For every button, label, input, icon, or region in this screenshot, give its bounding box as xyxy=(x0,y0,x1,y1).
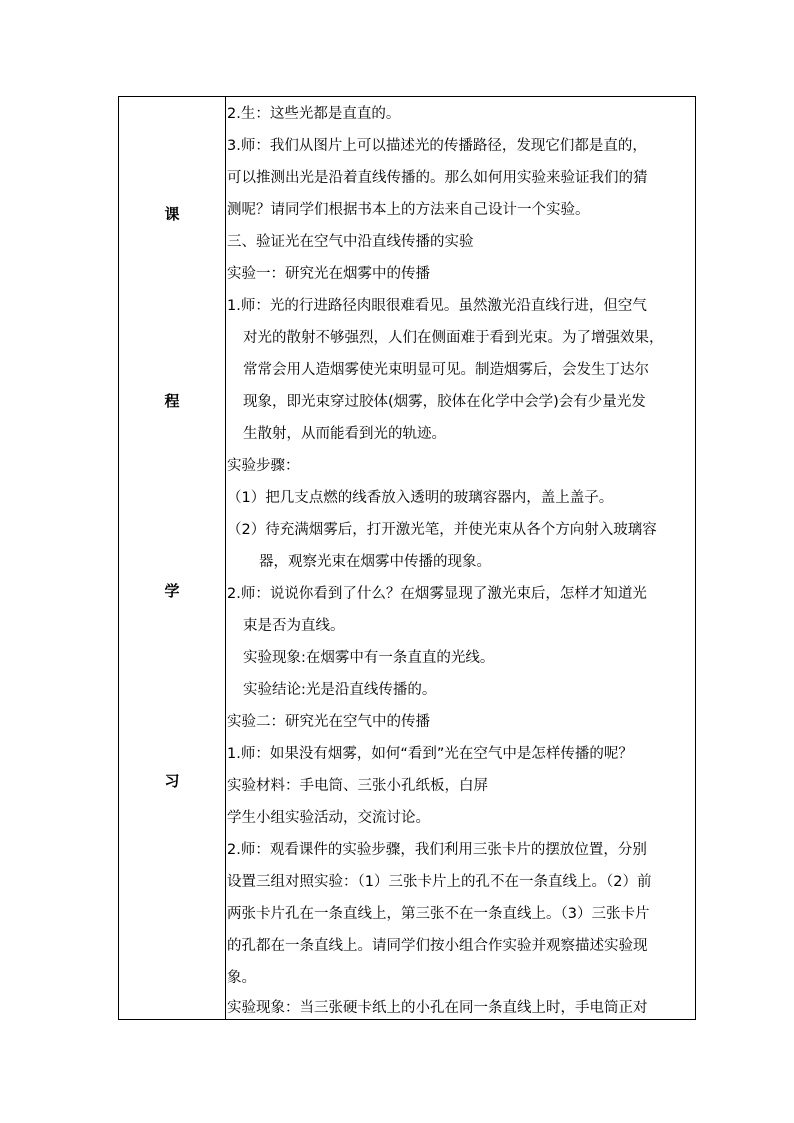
text-line: 测呢？请同学们根据书本上的方法来自己设计一个实验。 xyxy=(227,202,590,218)
experiment-heading: 实验二：研究光在空气中的传播 xyxy=(227,714,430,730)
side-label-cheng: 程 xyxy=(164,392,180,410)
text-line: 对光的散射不够强烈，人们在侧面难于看到光束。为了增强效果， xyxy=(243,330,664,346)
experiment-heading: 实验一：研究光在烟雾中的传播 xyxy=(227,266,430,282)
column-divider xyxy=(225,97,226,1019)
text-line: 1.师：如果没有烟雾，如何“看到”光在空气中是怎样传播的呢？ xyxy=(227,746,633,762)
text-line: 2.生：这些光都是直直的。 xyxy=(227,106,401,122)
text-line: 实验步骤： xyxy=(227,458,300,474)
text-line: 2.师：说说你看到了什么？在烟雾显现了激光束后，怎样才知道光 xyxy=(227,586,647,602)
text-line: 生散射，从而能看到光的轨迹。 xyxy=(243,426,446,442)
text-line: 设置三组对照实验：（1）三张卡片上的孔不在一条直线上。（2）前 xyxy=(227,874,652,890)
text-line: 器，观察光束在烟雾中传播的现象。 xyxy=(259,554,491,570)
text-line: 现象，即光束穿过胶体(烟雾，胶体在化学中会学)会有少量光发 xyxy=(243,394,646,410)
text-line: 实验现象:在烟雾中有一条直直的光线。 xyxy=(243,650,495,666)
text-line: 可以推测出光是沿着直线传播的。那么如何用实验来验证我们的猜 xyxy=(227,170,648,186)
text-line: 象。 xyxy=(227,970,256,986)
text-line: 3.师：我们从图片上可以描述光的传播路径，发现它们都是直的， xyxy=(227,138,647,154)
text-line: （1）把几支点燃的线香放入透明的玻璃容器内，盖上盖子。 xyxy=(227,490,614,506)
text-line: 常常会用人造烟雾使光束明显可见。制造烟雾后，会发生丁达尔 xyxy=(243,362,649,378)
text-line: 学生小组实验活动，交流讨论。 xyxy=(227,810,430,826)
text-line: 实验结论:光是沿直线传播的。 xyxy=(243,682,437,698)
side-label-xi: 习 xyxy=(164,772,180,790)
side-label-ke: 课 xyxy=(164,205,180,223)
text-line: 2.师：观看课件的实验步骤，我们利用三张卡片的摆放位置，分别 xyxy=(227,842,647,858)
text-line: 1.师：光的行进路径肉眼很难看见。虽然激光沿直线行进，但空气 xyxy=(227,298,647,314)
text-line: （2）待充满烟雾后，打开激光笔，并使光束从各个方向射入玻璃容 xyxy=(227,522,657,538)
section-heading: 三、验证光在空气中沿直线传播的实验 xyxy=(227,234,474,250)
lesson-table xyxy=(118,96,696,1020)
text-line: 的孔都在一条直线上。请同学们按小组合作实验并观察描述实验现 xyxy=(227,938,648,954)
text-line: 实验材料：手电筒、三张小孔纸板，白屏 xyxy=(227,778,488,794)
text-line: 束是否为直线。 xyxy=(243,618,345,634)
side-label-xue: 学 xyxy=(164,582,180,600)
text-line: 两张卡片孔在一条直线上，第三张不在一条直线上。（3）三张卡片 xyxy=(227,906,650,922)
text-line: 实验现象：当三张硬卡纸上的小孔在同一条直线上时，手电筒正对 xyxy=(227,1000,648,1016)
